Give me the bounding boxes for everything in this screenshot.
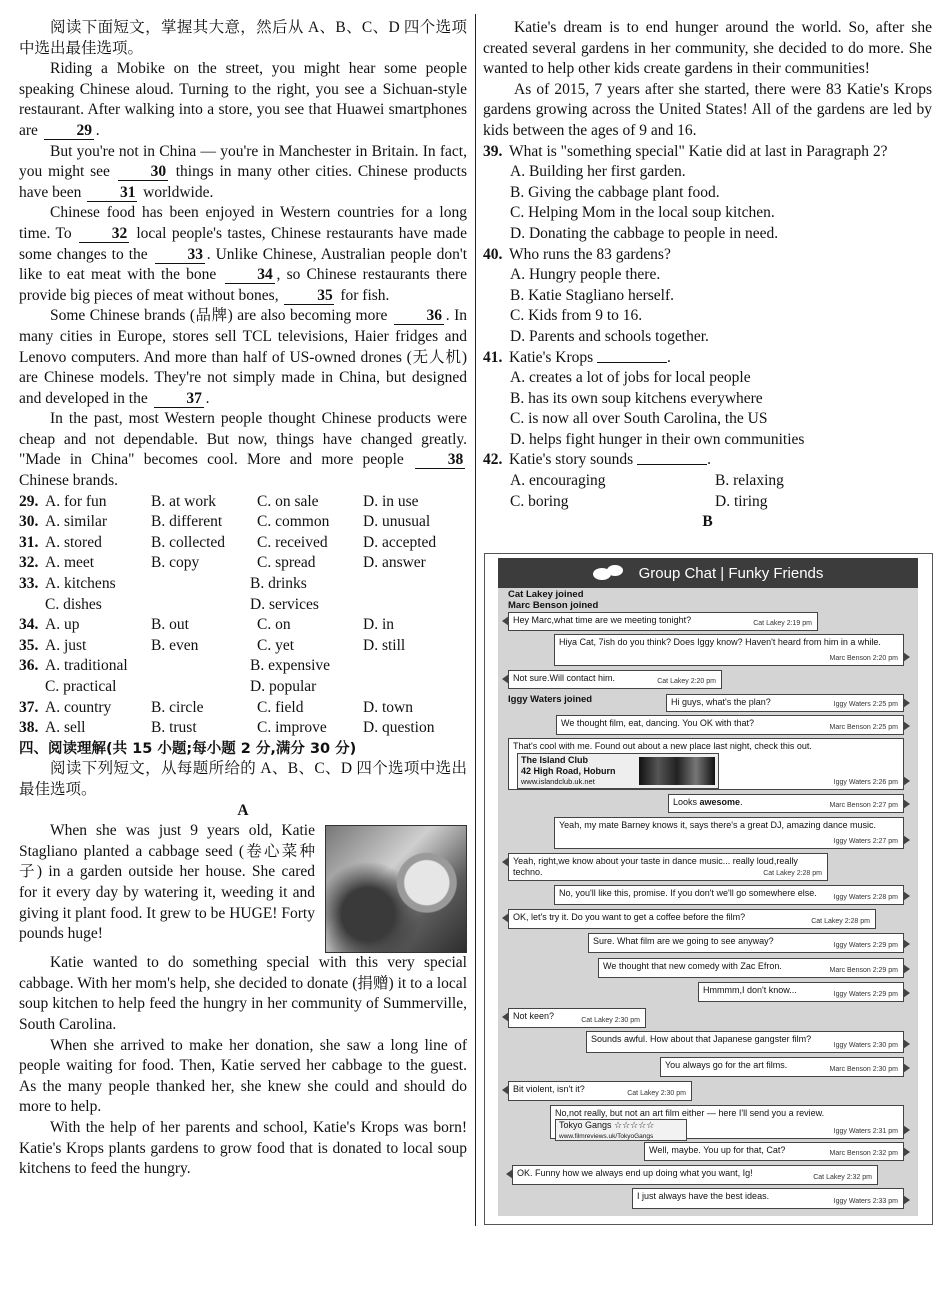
chat-message: You always go for the art films. Marc Benson 2:30 pm <box>660 1057 904 1077</box>
choice-41-a[interactable]: A. creates a lot of jobs for local people <box>510 369 751 387</box>
option-34-d[interactable]: D. in <box>363 616 394 634</box>
cloze-paragraph-2: But you're not in China — you're in Manchester in Britain. In fact, you might see 30 things in many other cities. Chinese products have been 31 worldwide. <box>19 142 468 201</box>
option-36-c[interactable]: C. practical <box>45 678 117 695</box>
option-38-d[interactable]: D. question <box>363 719 435 737</box>
chat-message: Well, maybe. You up for that, Cat? Marc Benson 2:32 pm <box>644 1142 904 1161</box>
choice-42-b[interactable]: B. relaxing <box>715 472 784 490</box>
club-link-card[interactable]: The Island Club 42 High Road, Hoburn www.islandclub.uk.net <box>517 753 719 789</box>
choice-39-c[interactable]: C. Helping Mom in the local soup kitchen. <box>510 204 775 222</box>
option-29-b[interactable]: B. at work <box>151 492 217 510</box>
options-35: 35. A. just B. even C. yet D. still <box>19 636 467 657</box>
options-29: 29. A. for fun B. at work C. on sale D. in use <box>19 492 467 513</box>
cloze-paragraph-1: Riding a Mobike on the street, you might hear some people speaking Chinese aloud. Turning to the right, you see a Sichuan-style restaurant. After walking into a store, you see that Huawei smartphones are 29 . <box>19 60 467 139</box>
option-38-c[interactable]: C. improve <box>257 719 327 737</box>
option-36-d[interactable]: D. popular <box>250 678 317 695</box>
option-30-a[interactable]: A. similar <box>45 513 107 531</box>
section-4-instructions: 阅读下列短文，从每题所给的 A、B、C、D 四个选项中选出最佳选项。 <box>19 760 467 798</box>
right-column <box>483 18 932 533</box>
chat-message: I just always have the best ideas. Iggy Waters 2:33 pm <box>632 1188 904 1209</box>
options-36-cont <box>19 677 467 698</box>
option-29-c[interactable]: C. on sale <box>257 492 319 510</box>
column-divider <box>475 14 476 1226</box>
choices-42-row-2 <box>483 492 932 513</box>
chat-message: Looks awesome. Marc Benson 2:27 pm <box>668 794 904 813</box>
join-notice-iggy: Iggy Waters joined <box>508 694 593 705</box>
chat-message: No,not really, but not an art film either — here I'll send you a review. Tokyo Gangs ☆☆☆☆☆ www.filmreviews.uk/TokyoGangs Iggy Waters 2:31 pm <box>550 1105 904 1139</box>
question-39: 39. What is "something special" Katie did at last in Paragraph 2? <box>483 142 888 160</box>
option-37-a[interactable]: A. country <box>45 698 112 716</box>
chat-message: Hmmmm,I don't know... Iggy Waters 2:29 pm <box>698 982 904 1002</box>
option-36-b[interactable]: B. expensive <box>250 657 331 675</box>
option-29-a[interactable]: A. for fun <box>45 492 107 510</box>
chat-message: We thought film, eat, dancing. You OK with that? Marc Benson 2:25 pm <box>556 715 904 735</box>
blank-34[interactable]: 34 <box>225 266 275 284</box>
group-chat <box>498 558 918 1216</box>
option-36-a[interactable]: A. traditional <box>45 657 128 675</box>
blank-33[interactable]: 33 <box>155 246 205 264</box>
blank-32[interactable]: 32 <box>79 225 129 243</box>
option-33-b[interactable]: B. drinks <box>250 575 307 593</box>
option-34-b[interactable]: B. out <box>151 616 189 634</box>
chat-message: Not keen? Cat Lakey 2:30 pm <box>508 1008 646 1028</box>
passage-a-paragraph-4: With the help of her parents and school, Katie's Krops was born! Katie's Krops plants gardens to grow food that is donated to local soup kitchens to feed the hungry. <box>19 1118 467 1178</box>
option-38-b[interactable]: B. trust <box>151 719 197 737</box>
chat-message: Not sure.Will contact him. Cat Lakey 2:20 pm <box>508 670 722 689</box>
join-notice-marc: Marc Benson joined <box>508 600 599 611</box>
blank-29[interactable]: 29 <box>44 122 94 140</box>
options-36: 36. A. traditional B. expensive <box>19 656 467 677</box>
option-38-a[interactable]: A. sell <box>45 719 86 737</box>
passage-a-paragraph-5: Katie's dream is to end hunger around the world. So, after she created several gardens in her community, she decided to do more. She wanted to help other kids create gardens in their communities! <box>483 19 932 78</box>
option-35-d[interactable]: D. still <box>363 636 406 654</box>
question-42: 42. Katie's story sounds . <box>483 451 711 469</box>
cloze-options <box>19 492 467 739</box>
chat-message: Sure. What film are we going to see anyway? Iggy Waters 2:29 pm <box>588 933 904 953</box>
choice-40-a[interactable]: A. Hungry people there. <box>510 266 661 284</box>
option-35-b[interactable]: B. even <box>151 636 199 654</box>
option-34-a[interactable]: A. up <box>45 616 80 634</box>
chat-message: OK, let's try it. Do you want to get a coffee before the film? Cat Lakey 2:28 pm <box>508 909 876 929</box>
options-33: 33. A. kitchens B. drinks <box>19 574 467 595</box>
option-31-d[interactable]: D. accepted <box>363 533 437 551</box>
answer-blank-42[interactable] <box>637 450 707 465</box>
chat-message: Yeah, right,we know about your taste in dance music... really loud,really techno. Cat Lakey 2:28 pm <box>508 853 828 881</box>
option-33-c[interactable]: C. dishes <box>45 595 102 613</box>
options-33-cont <box>19 595 467 616</box>
chat-bubbles-icon <box>593 564 627 582</box>
join-notice-cat: Cat Lakey joined <box>508 589 584 600</box>
katie-photo <box>325 825 467 953</box>
option-30-b[interactable]: B. different <box>151 513 223 531</box>
chat-message: OK. Funny how we always end up doing what you want, Ig! Cat Lakey 2:32 pm <box>512 1165 878 1185</box>
option-32-a[interactable]: A. meet <box>45 554 95 572</box>
question-41: 41. Katie's Krops . <box>483 348 671 366</box>
choice-41-d[interactable]: D. helps fight hunger in their own communities <box>510 430 805 448</box>
options-38: 38. A. sell B. trust C. improve D. question <box>19 718 467 739</box>
cloze-instructions: 阅读下面短文，掌握其大意，然后从 A、B、C、D 四个选项中选出最佳选项。 <box>19 19 467 57</box>
choice-41-b[interactable]: B. has its own soup kitchens everywhere <box>510 389 763 407</box>
option-32-b[interactable]: B. copy <box>151 554 200 572</box>
chat-message: That's cool with me. Found out about a new place last night, check this out. The Island Club 42 High Road, Hoburn www.islandclub.uk.net Iggy Waters 2:26 pm <box>508 738 904 790</box>
cloze-paragraph-3: Chinese food has been enjoyed in Western countries for a long time. To 32 local people's tastes, Chinese restaurants have made some changes to the 33 . Unlike Chinese, Australian people don't like to eat meat with the bone 34 , so Chinese restaurants there provide big pieces of meat without bones, 35 for fish. <box>19 204 467 304</box>
passage-a-paragraph-1: When she was just 9 years old, Katie Stagliano planted a cabbage seed (卷心菜种子) in a garden outside her house. She cared for it every day by watering it, weeding it and giving it plant food. It grew to be HUGE! Forty pounds huge! <box>19 822 315 943</box>
blank-38[interactable]: 38 <box>415 451 465 469</box>
chat-title: Group Chat | Funky Friends <box>638 564 824 582</box>
section-4-heading: 四、阅读理解(共 15 小题;每小题 2 分,满分 30 分) <box>19 740 357 757</box>
chat-message: Yeah, my mate Barney knows it, says there's a great DJ, amazing dance music. Iggy Waters 2:27 pm <box>554 817 904 849</box>
blank-31[interactable]: 31 <box>87 184 137 202</box>
choice-40-c[interactable]: C. Kids from 9 to 16. <box>510 307 643 325</box>
options-34: 34. A. up B. out C. on D. in <box>19 615 467 636</box>
left-column <box>19 18 467 1180</box>
option-31-c[interactable]: C. received <box>257 533 328 551</box>
choice-42-c[interactable]: C. boring <box>510 492 569 510</box>
chat-message: We thought that new comedy with Zac Efron. Marc Benson 2:29 pm <box>598 958 904 978</box>
choice-41-c[interactable]: C. is now all over South Carolina, the US <box>510 410 768 428</box>
answer-blank-41[interactable] <box>597 348 667 363</box>
option-32-d[interactable]: D. answer <box>363 554 426 572</box>
blank-35[interactable]: 35 <box>284 287 334 305</box>
option-30-c[interactable]: C. common <box>257 513 330 531</box>
question-40: 40. Who runs the 83 gardens? <box>483 245 671 263</box>
option-35-c[interactable]: C. yet <box>257 636 295 654</box>
chat-header <box>498 558 918 588</box>
club-photo <box>639 757 715 785</box>
option-37-b[interactable]: B. circle <box>151 698 204 716</box>
option-31-a[interactable]: A. stored <box>45 533 102 551</box>
option-33-d[interactable]: D. services <box>250 595 319 613</box>
options-32: 32. A. meet B. copy C. spread D. answer <box>19 553 467 574</box>
cloze-paragraph-4: Some Chinese brands (品牌) are also becoming more 36 . In many cities in Europe, stores sell TCL televisions, Haier fridges and Lenovo computers. And more than half of US-owned drones (无人机) are Chinese models. They're not simply made in China, but designed and developed in the 37 . <box>19 307 468 407</box>
option-29-d[interactable]: D. in use <box>363 492 419 510</box>
blank-30[interactable]: 30 <box>118 163 168 181</box>
passage-a-label: A <box>237 801 249 819</box>
choice-42-a[interactable]: A. encouraging <box>510 472 606 490</box>
passage-a-paragraph-3: When she arrived to make her donation, she saw a long line of people waiting for food. Then, Katie served her cabbage to the guest. As the many people thanked her, she knew she could and should do more to help. <box>19 1036 467 1116</box>
choice-39-a[interactable]: A. Building her first garden. <box>510 163 686 181</box>
blank-37[interactable]: 37 <box>154 390 204 408</box>
choice-40-b[interactable]: B. Katie Stagliano herself. <box>510 286 674 304</box>
option-32-c[interactable]: C. spread <box>257 554 316 572</box>
option-34-c[interactable]: C. on <box>257 616 291 634</box>
blank-36[interactable]: 36 <box>394 307 444 325</box>
option-33-a[interactable]: A. kitchens <box>45 575 116 593</box>
review-link-card[interactable]: Tokyo Gangs ☆☆☆☆☆ www.filmreviews.uk/TokyoGangs <box>555 1119 687 1141</box>
chat-message: Hi guys, what's the plan? Iggy Waters 2:25 pm <box>666 694 904 712</box>
passage-a-intro <box>19 821 467 953</box>
options-31: 31. A. stored B. collected C. received D. accepted <box>19 533 467 554</box>
option-35-a[interactable]: A. just <box>45 636 87 654</box>
choice-42-d[interactable]: D. tiring <box>715 492 768 510</box>
chat-message: Sounds awful. How about that Japanese gangster film? Iggy Waters 2:30 pm <box>586 1031 904 1053</box>
chat-message: Hiya Cat, 7ish do you think? Does Iggy know? Haven't heard from him in a while. Marc Benson 2:20 pm <box>554 634 904 666</box>
choice-39-b[interactable]: B. Giving the cabbage plant food. <box>510 183 720 201</box>
option-31-b[interactable]: B. collected <box>151 533 226 551</box>
chat-message: Hey Marc,what time are we meeting tonight? Cat Lakey 2:19 pm <box>508 612 818 631</box>
cloze-paragraph-5: In the past, most Western people thought Chinese products were cheap and not dependable. But now, things have changed greatly. "Made in China" becomes cool. More and more people 38 Chinese brands. <box>19 410 467 490</box>
options-37: 37. A. country B. circle C. field D. town <box>19 698 467 719</box>
choices-42-row-1 <box>483 471 932 492</box>
choice-40-d[interactable]: D. Parents and schools together. <box>510 327 709 345</box>
option-37-c[interactable]: C. field <box>257 698 304 716</box>
choice-39-d[interactable]: D. Donating the cabbage to people in need. <box>510 224 779 242</box>
passage-a-paragraph-2: Katie wanted to do something special with this very special cabbage. With her mom's help, she decided to donate (捐赠) it to a local soup kitchen to help feed the hungry in her community of Summerville, South Carolina. <box>19 954 467 1033</box>
options-30: 30. A. similar B. different C. common D. unusual <box>19 512 467 533</box>
chat-message: Bit violent, isn't it? Cat Lakey 2:30 pm <box>508 1081 692 1101</box>
option-37-d[interactable]: D. town <box>363 698 413 716</box>
chat-message: No, you'll like this, promise. If you don't we'll go somewhere else. Iggy Waters 2:28 pm <box>554 885 904 905</box>
option-30-d[interactable]: D. unusual <box>363 513 431 531</box>
passage-a-paragraph-6: As of 2015, 7 years after she started, there were 83 Katie's Krops gardens growing across the United States! All of the gardens are led by kids between the ages of 9 and 16. <box>483 80 932 139</box>
passage-b-label: B <box>702 513 713 531</box>
